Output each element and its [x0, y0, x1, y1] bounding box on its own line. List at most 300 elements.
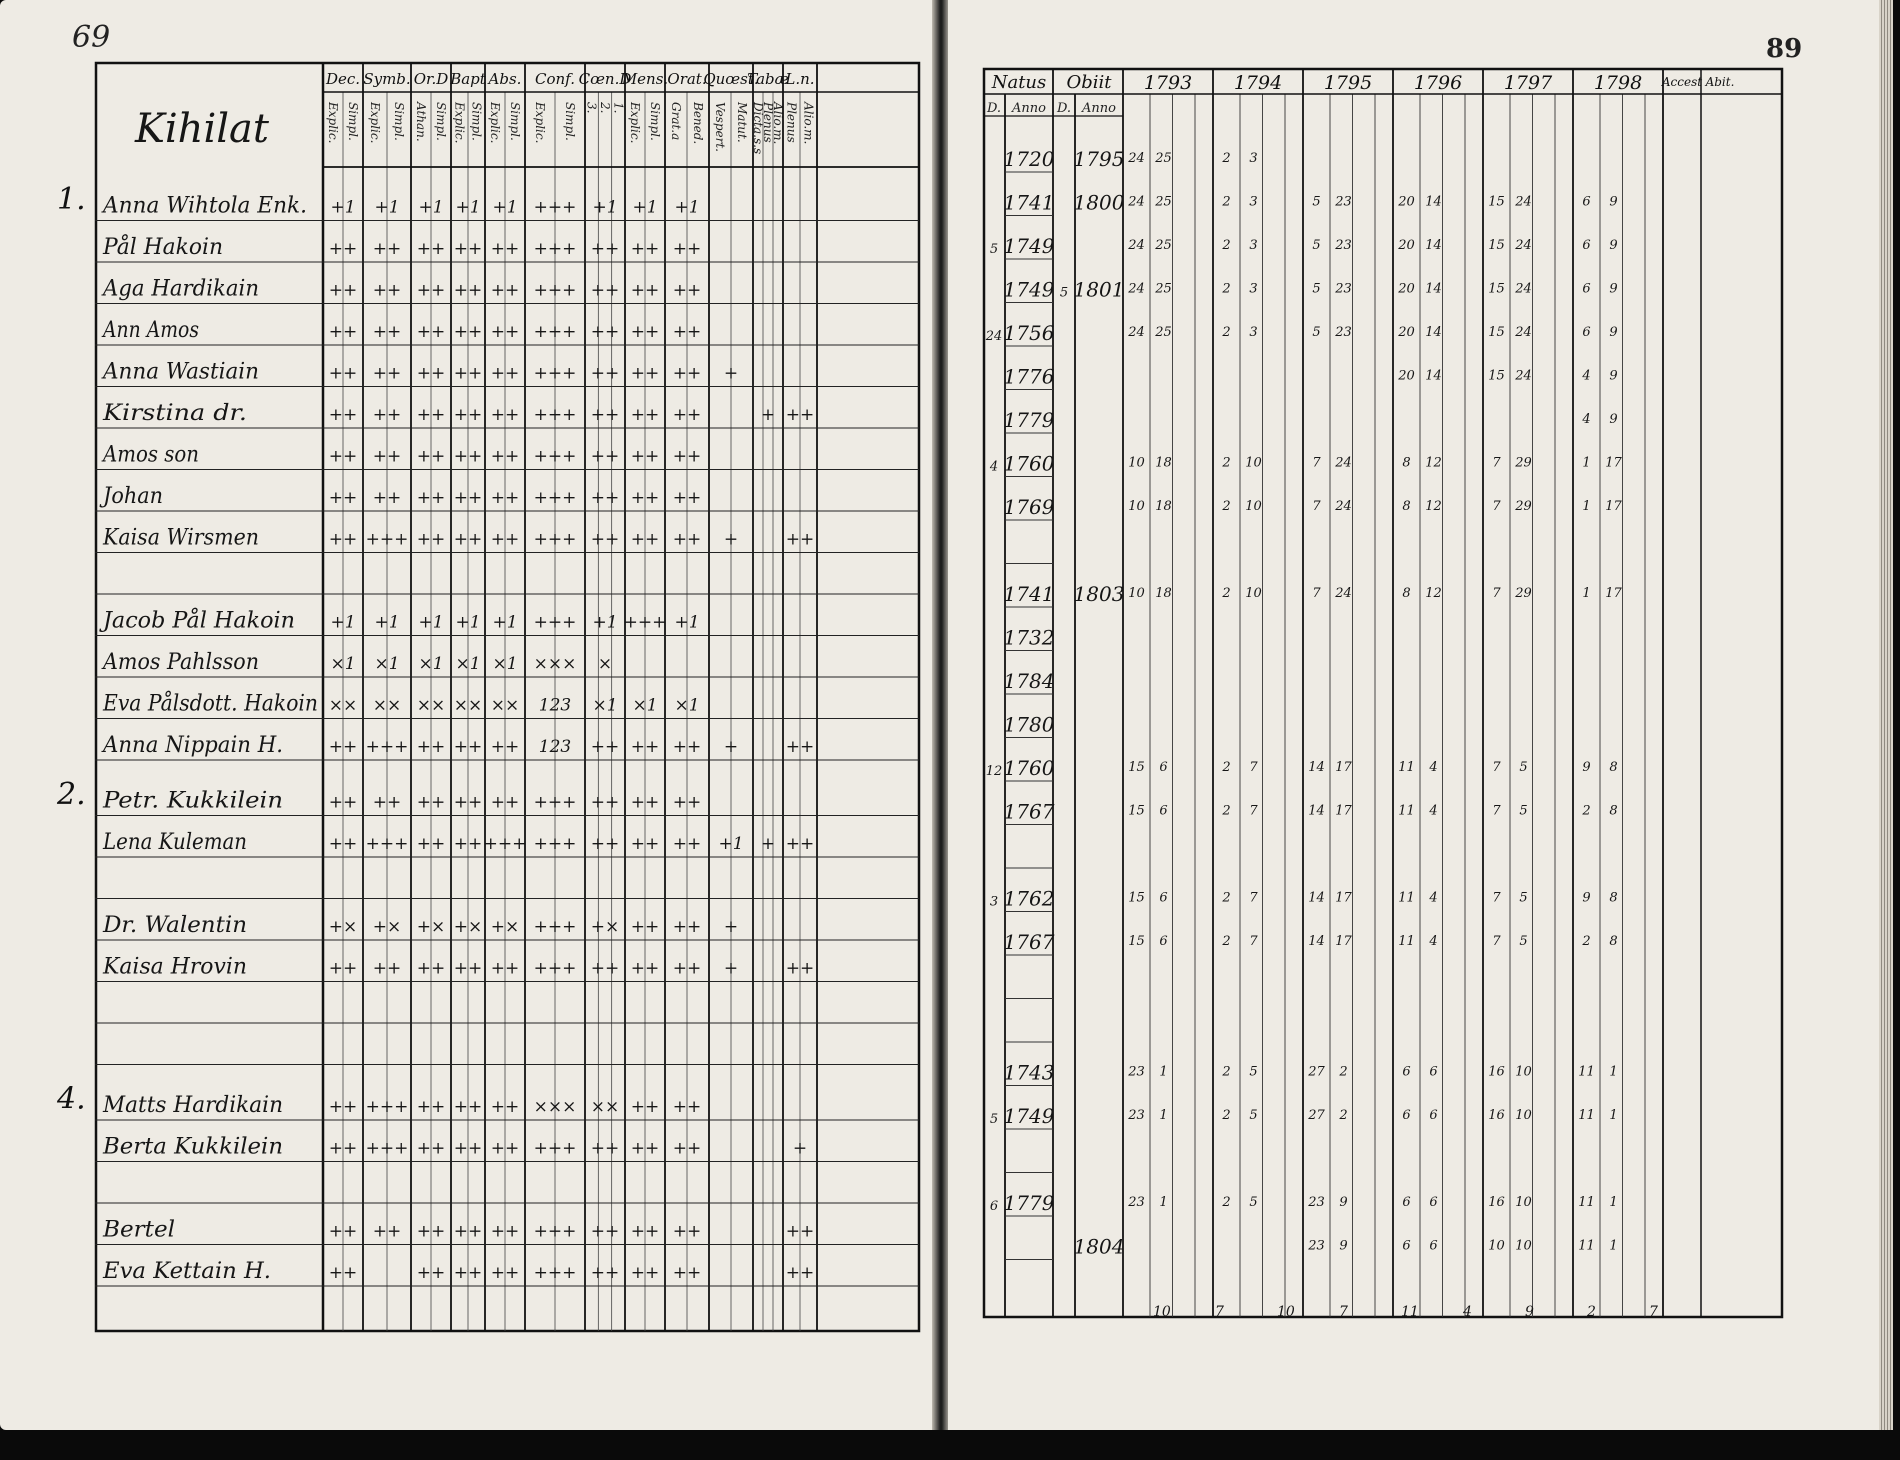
attendance-day: 12 [1425, 455, 1442, 471]
examination-mark: ++ [672, 834, 702, 854]
attendance-day: 5 [1519, 934, 1528, 949]
examination-mark: ++ [372, 792, 402, 813]
attendance-day: 3 [1249, 194, 1258, 210]
examination-mark: ++ [672, 239, 702, 259]
examination-mark: ++ [672, 529, 702, 550]
attendance-day: 3 [1249, 281, 1258, 297]
attendance-day: 15 [1128, 803, 1145, 819]
attendance-day: 23 [1308, 1238, 1325, 1254]
attendance-day: 24 [1128, 238, 1145, 253]
year-header: 1794 [1233, 72, 1283, 94]
footer-total: 2 [1587, 1304, 1596, 1320]
examination-mark: ++ [453, 280, 483, 301]
attendance-day: 10 [1488, 1238, 1505, 1254]
examination-mark: ++ [785, 737, 815, 757]
footer-total: 10 [1153, 1304, 1171, 1320]
attendance-day: 8 [1609, 890, 1618, 906]
attendance-day: 25 [1155, 238, 1172, 253]
examination-mark: ++ [416, 405, 446, 425]
attendance-day: 20 [1398, 368, 1415, 384]
household-number: 4. [57, 1081, 86, 1117]
examination-mark: ++ [328, 1263, 358, 1283]
column-header: Tabæ [747, 70, 789, 88]
birth-day: 5 [989, 1112, 999, 1127]
death-year: 1795 [1073, 147, 1125, 171]
attendance-day: 6 [1429, 1108, 1438, 1123]
attendance-day: 27 [1308, 1108, 1325, 1123]
attendance-day: 4 [1429, 934, 1438, 949]
attendance-day: 5 [1312, 238, 1321, 253]
attendance-day: 11 [1578, 1064, 1595, 1080]
attendance-day: 24 [1128, 151, 1145, 166]
attendance-day: 15 [1488, 368, 1505, 384]
attendance-day: 23 [1335, 281, 1352, 297]
attendance-day: 11 [1578, 1195, 1595, 1210]
examination-mark: ++ [453, 1097, 483, 1117]
column-header: Dec. [325, 70, 361, 88]
attendance-day: 8 [1402, 586, 1411, 601]
attendance-day: 7 [1492, 499, 1501, 514]
birth-year: 1741 [1003, 190, 1055, 215]
examination-mark: ++ [630, 488, 660, 508]
attendance-day: 24 [1335, 499, 1352, 514]
person-name: Aga Hardikain [101, 276, 260, 302]
attendance-day: 14 [1308, 890, 1325, 906]
examination-mark: ++ [490, 1221, 520, 1242]
examination-mark: ++ [328, 1097, 358, 1117]
attendance-day: 23 [1308, 1195, 1325, 1210]
examination-mark: ++ [416, 280, 446, 301]
column-header: Quœst. [703, 70, 759, 88]
column-header: Bapt [450, 70, 486, 88]
attendance-day: 20 [1398, 194, 1415, 210]
examination-mark: ++ [630, 737, 660, 757]
column-subheader: Simpl. [434, 102, 448, 141]
column-subheader: Simpl. [469, 102, 484, 141]
attendance-day: 17 [1605, 499, 1622, 514]
examination-mark: ++ [328, 958, 358, 979]
birth-day: 3 [989, 894, 999, 910]
footer-total: 10 [1277, 1304, 1295, 1320]
examination-mark: +1 [592, 197, 618, 218]
attendance-day: 1 [1582, 455, 1591, 471]
attendance-day: 2 [1222, 803, 1231, 819]
examination-mark: ++ [453, 529, 483, 550]
examination-mark: + [723, 917, 739, 937]
attendance-day: 16 [1488, 1064, 1505, 1080]
birth-year: 1749 [1003, 234, 1055, 258]
examination-mark: ×1 [492, 654, 518, 674]
attendance-day: 15 [1488, 194, 1505, 210]
examination-mark: ++ [416, 792, 446, 813]
attendance-day: 12 [1425, 499, 1442, 514]
attendance-day: 2 [1222, 586, 1231, 601]
examination-mark: +++ [533, 1221, 577, 1242]
column-subheader: Athan. [414, 102, 428, 142]
attendance-day: 12 [1425, 586, 1442, 601]
examination-mark: ++ [630, 239, 660, 259]
attendance-day: 5 [1519, 890, 1528, 906]
examination-mark: ++ [630, 529, 660, 550]
column-subheader: Simpl. [392, 102, 406, 141]
household-number: 2. [57, 777, 86, 812]
examination-mark: ×× [453, 695, 483, 716]
examination-mark: +1 [374, 612, 400, 633]
attendance-day: 2 [1222, 151, 1231, 166]
attendance-day: 6 [1429, 1064, 1438, 1080]
attendance-day: 5 [1312, 325, 1321, 340]
attendance-day: 16 [1488, 1195, 1505, 1210]
attendance-day: 24 [1128, 194, 1145, 210]
birth-day: 4 [989, 459, 999, 475]
examination-mark: ++ [328, 488, 358, 508]
column-subheader: Explic. [368, 102, 382, 144]
examination-mark: ++ [672, 1097, 702, 1117]
attendance-day: 11 [1578, 1238, 1595, 1254]
person-name: Anna Nippain H. [101, 733, 283, 758]
examination-mark: +× [490, 917, 520, 937]
examination-mark: ++ [672, 792, 702, 813]
examination-mark: + [760, 405, 776, 425]
person-name: Kaisa Hrovin [102, 954, 247, 980]
attendance-day: 7 [1492, 890, 1501, 906]
birth-day: 24 [985, 329, 1003, 344]
attendance-day: 10 [1515, 1238, 1532, 1254]
death-day: 5 [1059, 285, 1069, 301]
attendance-day: 4 [1429, 803, 1438, 819]
attendance-day: 24 [1128, 281, 1145, 297]
catechetical-ledger-grid [57, 62, 920, 1332]
examination-mark: ++ [416, 1221, 446, 1242]
examination-mark: ++ [453, 834, 483, 854]
person-name: Matts Hardikain [102, 1093, 283, 1118]
attendance-day: 9 [1582, 890, 1591, 906]
examination-mark: + [723, 529, 739, 550]
examination-mark: +1 [455, 197, 481, 218]
attendance-day: 2 [1222, 1195, 1231, 1210]
examination-mark: ++ [630, 834, 660, 854]
examination-mark: +++ [533, 446, 577, 467]
attendance-day: 9 [1609, 194, 1618, 210]
examination-mark: ++ [453, 405, 483, 425]
examination-mark: ++ [372, 488, 402, 508]
column-subheader: Explic. [628, 102, 642, 144]
examination-mark: + [760, 834, 776, 854]
footer-total: 7 [1339, 1304, 1348, 1320]
attendance-day: 17 [1335, 890, 1352, 906]
attendance-day: 7 [1492, 803, 1501, 819]
examination-mark: +++ [365, 737, 409, 757]
examination-mark: ++ [490, 737, 520, 757]
examination-mark: +× [590, 917, 620, 937]
examination-mark: ++ [630, 280, 660, 301]
attendance-day: 4 [1429, 890, 1438, 906]
examination-mark: ++ [590, 792, 620, 813]
column-subheader: Simpl. [508, 102, 522, 141]
examination-mark: ×× [590, 1097, 620, 1117]
attendance-day: 11 [1398, 803, 1415, 819]
column-header: Or.D [413, 70, 449, 88]
examination-mark: ++ [453, 488, 483, 508]
examination-mark: ++ [372, 446, 402, 467]
column-subheader: Explic. [488, 102, 502, 144]
attendance-day: 25 [1155, 194, 1172, 210]
examination-mark: ++ [372, 239, 402, 259]
birth-year: 1732 [1003, 625, 1055, 650]
examination-mark: × [597, 654, 613, 674]
examination-mark: ++ [630, 405, 660, 425]
examination-mark: ×1 [632, 695, 658, 716]
examination-mark: ++ [416, 834, 446, 854]
examination-mark: ++ [416, 737, 446, 757]
examination-mark: ++ [372, 322, 402, 342]
examination-mark: ++ [416, 446, 446, 467]
examination-mark: ++ [372, 958, 402, 979]
examination-mark: ++ [490, 958, 520, 979]
examination-mark: ++ [672, 1221, 702, 1242]
examination-mark: +++ [365, 1097, 409, 1117]
attendance-day: 1 [1609, 1064, 1618, 1080]
examination-mark: +× [328, 917, 358, 937]
examination-mark: ++ [672, 488, 702, 508]
attendance-day: 1 [1159, 1064, 1168, 1080]
examination-mark: ++ [785, 958, 815, 979]
examination-mark: ++ [328, 239, 358, 259]
examination-mark: ++ [590, 405, 620, 425]
examination-mark: +++ [533, 363, 577, 384]
attendance-day: 6 [1402, 1108, 1411, 1123]
attendance-day: 6 [1402, 1064, 1411, 1080]
examination-mark: ++ [590, 1221, 620, 1242]
examination-mark: ++ [672, 958, 702, 979]
column-subheader: 1. [611, 102, 626, 114]
examination-mark: ++ [672, 446, 702, 467]
attendance-day: 9 [1339, 1195, 1348, 1210]
attendance-day: 1 [1159, 1108, 1168, 1123]
examination-mark: +1 [592, 612, 618, 633]
attendance-day: 18 [1155, 455, 1172, 471]
attendance-day: 15 [1128, 760, 1145, 775]
attendance-day: 7 [1312, 499, 1321, 514]
examination-mark: +1 [418, 197, 444, 218]
attendance-day: 9 [1609, 412, 1618, 427]
examination-mark: ++ [630, 917, 660, 937]
attendance-day: 14 [1308, 760, 1325, 775]
day-subheader: D. [986, 101, 1002, 116]
attendance-day: 16 [1488, 1108, 1505, 1123]
birth-year: 1760 [1003, 756, 1055, 780]
attendance-day: 7 [1492, 760, 1501, 775]
attendance-day: 6 [1402, 1238, 1411, 1254]
attendance-day: 9 [1609, 325, 1618, 340]
attendance-day: 10 [1515, 1064, 1532, 1080]
attendance-day: 11 [1398, 934, 1415, 949]
examination-mark: +1 [718, 834, 744, 854]
examination-mark: ++ [328, 280, 358, 301]
column-subheader: Bened. [691, 102, 705, 145]
examination-mark: ++ [490, 322, 520, 342]
attendance-day: 4 [1429, 760, 1438, 775]
examination-mark: ++ [490, 488, 520, 508]
examination-mark: ++ [630, 1263, 660, 1283]
examination-mark: ++ [490, 405, 520, 425]
attendance-day: 6 [1159, 934, 1168, 949]
examination-mark: ++ [590, 363, 620, 384]
examination-mark: ++ [453, 363, 483, 384]
attendance-day: 24 [1515, 368, 1532, 384]
year-subheader: Anno [1082, 101, 1116, 116]
examination-mark: ++ [416, 322, 446, 342]
examination-mark: +++ [533, 917, 577, 937]
attendance-day: 8 [1402, 455, 1411, 471]
birth-year: 1749 [1003, 277, 1055, 302]
examination-mark: ++ [328, 322, 358, 342]
examination-mark: ++ [590, 280, 620, 301]
page-edge [1879, 0, 1893, 1430]
attendance-day: 9 [1609, 238, 1618, 253]
birth-year: 1779 [1003, 1191, 1055, 1215]
attendance-day: 7 [1492, 455, 1501, 471]
death-year: 1801 [1073, 277, 1125, 302]
natus-header: Natus [991, 72, 1047, 93]
examination-mark: ××× [533, 1097, 577, 1117]
attendance-day: 5 [1312, 194, 1321, 210]
attendance-day: 27 [1308, 1064, 1325, 1080]
attendance-day: 14 [1425, 281, 1442, 297]
attendance-day: 9 [1582, 760, 1591, 775]
death-year: 1803 [1073, 582, 1125, 606]
year-header: 1793 [1143, 72, 1193, 94]
attendance-day: 17 [1605, 455, 1622, 471]
examination-mark: ++ [416, 239, 446, 259]
attendance-day: 10 [1515, 1195, 1532, 1210]
examination-mark: ++ [672, 1138, 702, 1159]
examination-mark: ×1 [592, 695, 618, 716]
examination-mark: ×× [416, 695, 446, 716]
examination-mark: +1 [632, 197, 658, 218]
examination-mark: +++ [533, 792, 577, 813]
column-subheader: 2. [598, 102, 612, 114]
column-subheader: 3. [584, 102, 599, 114]
attendance-day: 2 [1222, 194, 1231, 210]
attendance-day: 4 [1582, 368, 1591, 384]
attendance-day: 7 [1249, 934, 1258, 949]
attendance-day: 6 [1159, 760, 1168, 775]
birth-year: 1767 [1003, 930, 1055, 954]
column-subheader: Explic. [326, 102, 340, 144]
examination-mark: ×1 [374, 654, 400, 674]
attendance-day: 18 [1155, 499, 1172, 514]
examination-mark: ++ [490, 529, 520, 550]
examination-mark: ++ [416, 1138, 446, 1159]
attendance-day: 6 [1582, 238, 1591, 253]
attendance-day: 10 [1515, 1108, 1532, 1123]
person-name: Eva Kettain H. [101, 1259, 272, 1284]
examination-mark: ++ [453, 958, 483, 979]
column-subheader: Vespert. [713, 102, 727, 152]
person-name: Lena Kuleman [102, 830, 247, 855]
birth-year: 1780 [1003, 712, 1055, 737]
birth-year: 1762 [1003, 886, 1055, 911]
examination-mark: ++ [590, 488, 620, 508]
examination-mark: ++ [372, 363, 402, 384]
abiit-header: Abit. [1705, 75, 1735, 89]
attendance-day: 2 [1222, 890, 1231, 906]
person-name: Berta Kukkilein [101, 1134, 284, 1160]
attendance-day: 20 [1398, 238, 1415, 253]
column-subheader: Simpl. [346, 102, 360, 141]
attendance-day: 2 [1222, 760, 1231, 775]
attendance-day: 24 [1515, 325, 1532, 340]
attendance-day: 14 [1425, 325, 1442, 340]
person-name: Dr. Walentin [101, 913, 247, 938]
attendance-day: 17 [1335, 803, 1352, 819]
attendance-day: 17 [1335, 760, 1352, 775]
birth-year: 1779 [1003, 408, 1055, 432]
examination-mark: ++ [672, 917, 702, 937]
attendance-day: 11 [1398, 760, 1415, 775]
column-subheader: Simpl. [563, 102, 577, 141]
examination-mark: ×1 [418, 654, 444, 674]
column-subheader: Explic. [533, 102, 547, 144]
catechetical-ledger [57, 62, 920, 1332]
examination-mark: + [792, 1138, 808, 1159]
footer-total: 9 [1525, 1304, 1534, 1320]
death-year: 1800 [1073, 190, 1125, 215]
person-name: Kirstina dr. [101, 401, 247, 426]
attendance-day: 5 [1519, 803, 1528, 819]
attendance-day: 29 [1515, 499, 1532, 514]
examination-mark: +1 [418, 612, 444, 633]
village-name: Kihilat [135, 106, 269, 152]
attendance-day: 2 [1222, 499, 1231, 514]
household-number: 1. [57, 182, 86, 217]
examination-mark: ++ [630, 363, 660, 384]
column-subheader: Plenus [784, 102, 799, 143]
attendance-day: 7 [1492, 934, 1501, 949]
examination-mark: +++ [365, 834, 409, 854]
examination-mark: ++ [630, 1221, 660, 1242]
column-header: Conf. [535, 70, 575, 88]
examination-mark: ++ [590, 737, 620, 757]
examination-mark: ++ [453, 322, 483, 342]
column-header: Symb. [363, 70, 411, 88]
examination-mark: ++ [453, 1221, 483, 1242]
column-subheader: Plenus [761, 102, 775, 143]
examination-mark: ++ [785, 834, 815, 854]
person-name: Anna Wastiain [101, 359, 259, 385]
attendance-day: 6 [1159, 803, 1168, 819]
attendance-day: 24 [1335, 586, 1352, 601]
person-name: Amos son [101, 442, 199, 468]
examination-mark: ++ [490, 446, 520, 467]
attendance-day: 23 [1128, 1108, 1145, 1123]
attendance-day: 7 [1249, 890, 1258, 906]
examination-mark: ++ [328, 446, 358, 467]
column-header: Orat. [667, 70, 707, 88]
examination-mark: ++ [453, 1138, 483, 1159]
person-name: Johan [99, 484, 163, 509]
attendance-day: 25 [1155, 325, 1172, 340]
left-page [0, 0, 935, 1430]
examination-mark: ++ [328, 405, 358, 425]
left-page-number: 69 [72, 20, 111, 55]
examination-mark: ++ [372, 405, 402, 425]
examination-mark: ++ [590, 1263, 620, 1283]
examination-mark: +++ [533, 197, 577, 218]
attendance-day: 15 [1488, 281, 1505, 297]
column-subheader: Dicta.s.s [751, 102, 765, 155]
